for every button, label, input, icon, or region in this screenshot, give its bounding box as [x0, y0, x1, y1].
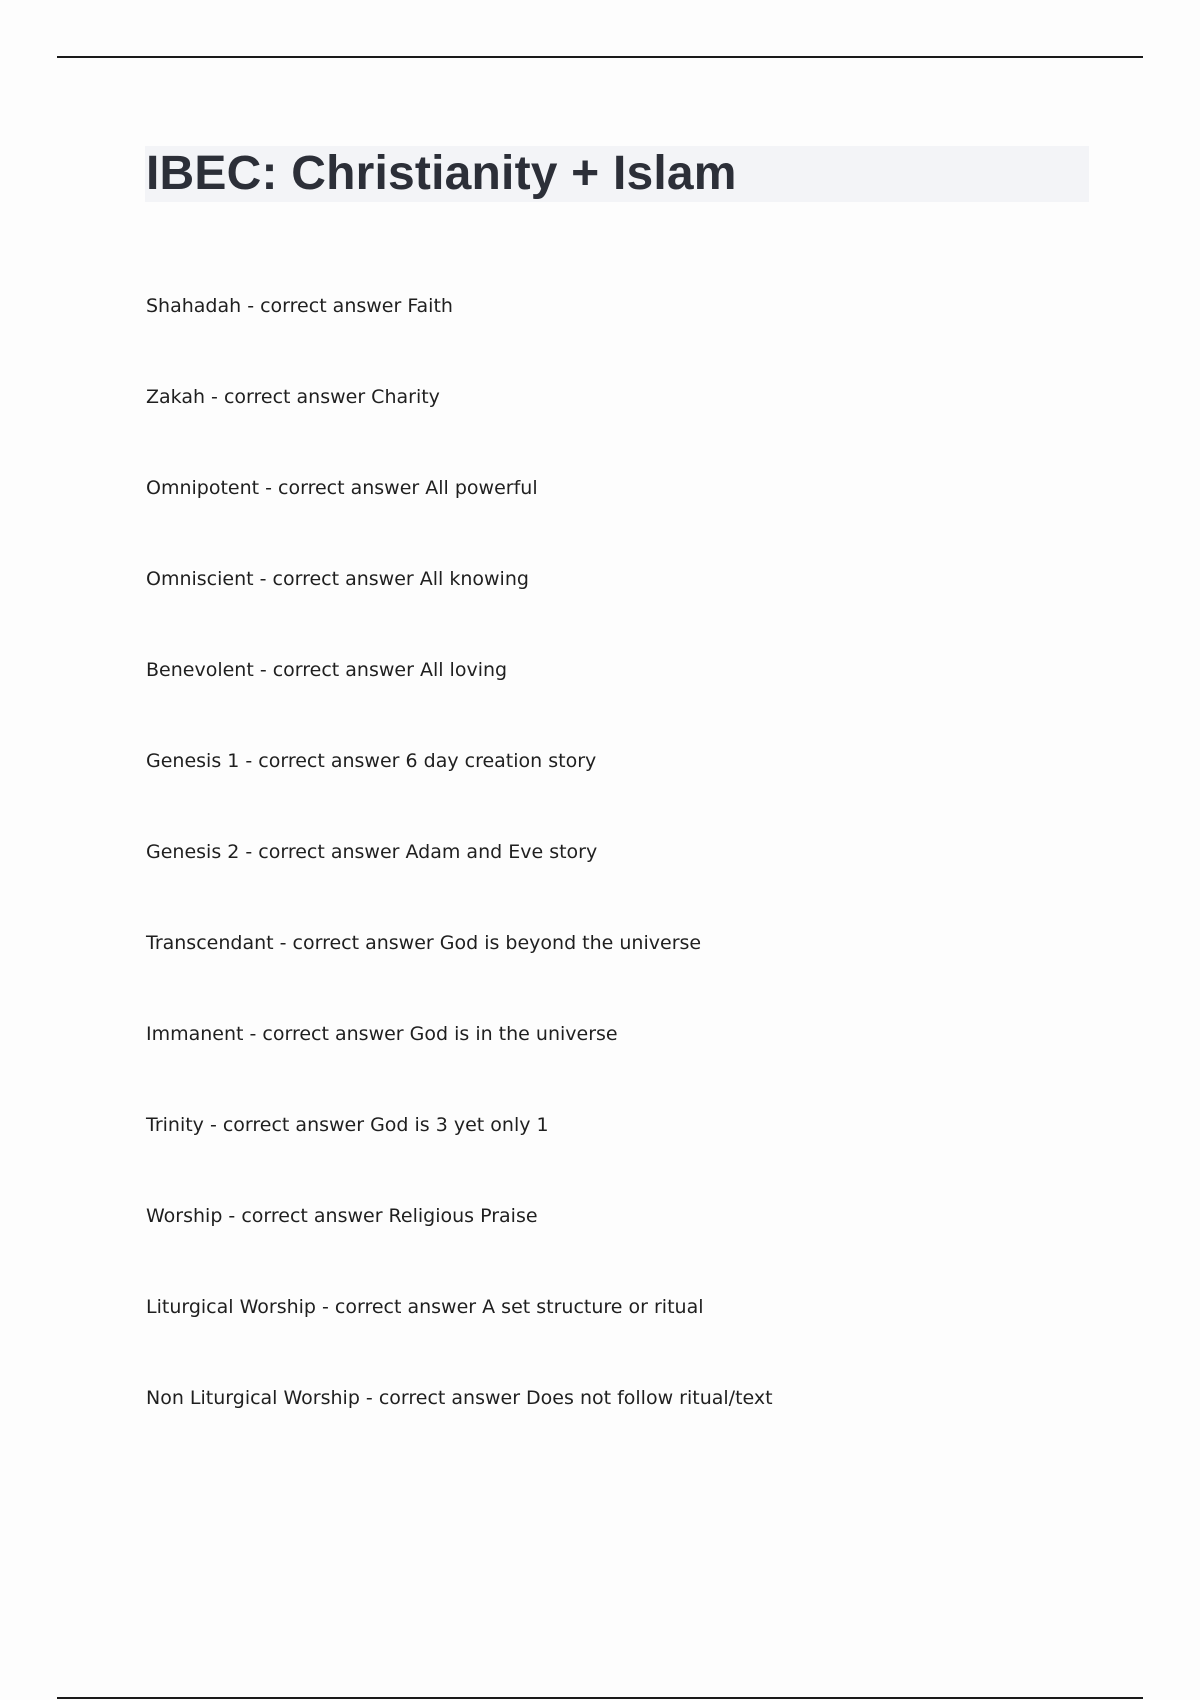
qa-item-liturgical-worship: Liturgical Worship - correct answer A set structure or ritual: [146, 1296, 704, 1318]
bottom-rule: [57, 1697, 1143, 1699]
top-rule: [57, 56, 1143, 58]
qa-item-transcendant: Transcendant - correct answer God is beyond the universe: [146, 932, 702, 954]
qa-item-zakah: Zakah - correct answer Charity: [146, 386, 440, 408]
qa-item-genesis-2: Genesis 2 - correct answer Adam and Eve story: [146, 841, 598, 863]
qa-item-omniscient: Omniscient - correct answer All knowing: [146, 568, 529, 590]
qa-item-genesis-1: Genesis 1 - correct answer 6 day creation story: [146, 750, 597, 772]
document-title: IBEC: Christianity + Islam: [146, 147, 737, 200]
qa-item-benevolent: Benevolent - correct answer All loving: [146, 659, 508, 681]
qa-item-shahadah: Shahadah - correct answer Faith: [146, 295, 453, 317]
qa-item-immanent: Immanent - correct answer God is in the universe: [146, 1023, 618, 1045]
qa-item-worship: Worship - correct answer Religious Praise: [146, 1205, 538, 1227]
qa-list: [146, 293, 1086, 1476]
qa-item-omnipotent: Omnipotent - correct answer All powerful: [146, 477, 538, 499]
qa-item-non-liturgical-worship: Non Liturgical Worship - correct answer Does not follow ritual/text: [146, 1387, 773, 1409]
qa-item-trinity: Trinity - correct answer God is 3 yet only 1: [146, 1114, 549, 1136]
